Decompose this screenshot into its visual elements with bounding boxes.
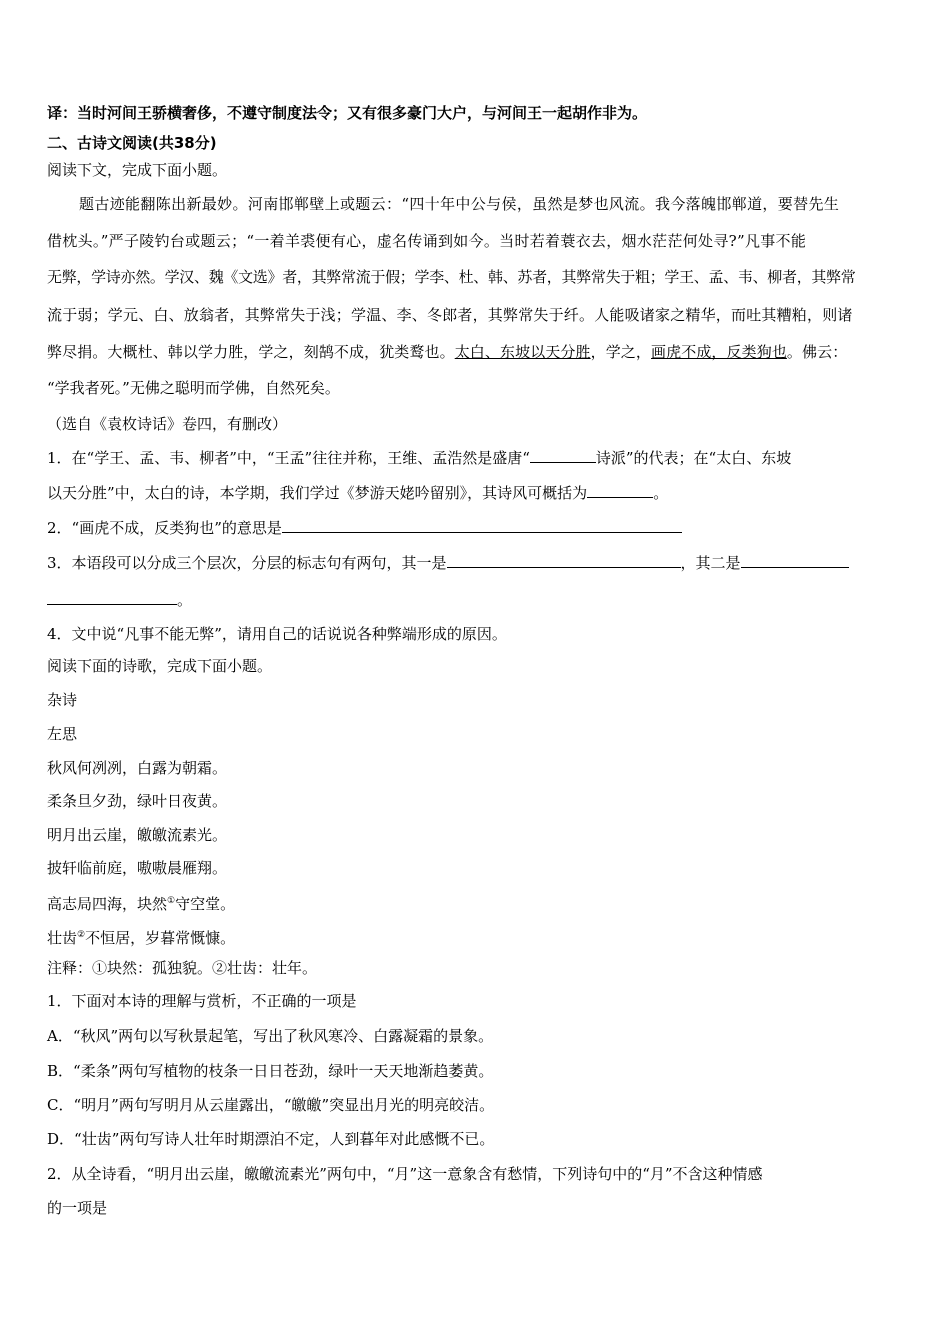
question-1: [47, 448, 791, 468]
option-a[interactable]: A．“秋风”两句以写秋景起笔，写出了秋风寒冷、白露凝霜的景象。: [47, 1027, 494, 1045]
underlined-sentence-1: 太白、东坡以天分胜: [454, 343, 591, 361]
option-c[interactable]: C．“明月”两句写明月从云崖露出，“皦皦”突显出月光的明亮皎洁。: [47, 1096, 495, 1114]
passage-text: 弊尽捐。大概杜、韩以学力胜，学之，刻鹄不成，犹类鹜也。: [47, 343, 455, 361]
passage-line: [47, 342, 847, 362]
poem-question-2: 2．从全诗看，“明月出云崖，皦皦流素光”两句中，“月”这一意象含有愁情，下列诗句中的“月”不含这种情感: [47, 1165, 763, 1183]
question-text: 。: [653, 484, 669, 502]
poem-title: 杂诗: [47, 691, 78, 709]
poem-line: 秋风何冽冽，白露为朝霜。: [47, 759, 228, 777]
poem-line: [47, 891, 235, 914]
question-text: 以天分胜”中，太白的诗，本学期，我们学过《梦游天姥吟留别》，其诗风可概括为: [47, 484, 588, 502]
poem-text: 壮齿: [47, 929, 78, 947]
translation-text: 译：当时河间王骄横奢侈，不遵守制度法令；又有很多豪门大户，与河间王一起胡作非为。: [47, 104, 648, 122]
passage-line: 流于弱；学元、白、放翁者，其弊常失于浅；学温、李、冬郎者，其弊常失于纤。人能吸诸家之精华，而吐其糟粕，则诸: [47, 306, 853, 324]
poem-text: 高志局四海，块然: [47, 895, 168, 913]
poem-note: 注释：①块然：孤独貌。②壮齿：壮年。: [47, 959, 318, 977]
question-text: 。: [177, 591, 193, 609]
question-text: ，其二是: [680, 554, 741, 572]
underlined-sentence-2: 画虎不成，反类狗也: [651, 343, 787, 361]
option-d[interactable]: D．“壮齿”两句写诗人壮年时期漂泊不定，人到暮年对此感慨不已。: [47, 1130, 495, 1148]
poem-question-2-cont: 的一项是: [47, 1199, 108, 1217]
answer-blank[interactable]: [530, 448, 596, 463]
passage-line: 无弊，学诗亦然。学汉、魏《文选》者，其弊常流于假；学李、杜、韩、苏者，其弊常失于粗；学王、孟、韦、柳者，其弊常: [47, 268, 856, 286]
answer-blank[interactable]: [447, 553, 681, 568]
passage-line: 借枕头。”严子陵钓台或题云；“一着羊裘便有心，虚名传诵到如今。当时若着蓑衣去，烟水茫茫何处寻?”凡事不能: [47, 232, 807, 250]
source-text: （选自《袁枚诗话》卷四，有删改）: [47, 415, 288, 433]
question-1-cont: [47, 483, 668, 503]
poem-line: [47, 925, 235, 948]
question-text: 1．在“学王、孟、韦、柳者”中，“王孟”往往并称，王维、孟浩然是盛唐“: [47, 449, 530, 467]
passage-text: ，学之，: [590, 343, 652, 361]
question-text: 3．本语段可以分成三个层次，分层的标志句有两句，其一是: [47, 554, 447, 572]
question-3: [47, 553, 849, 573]
question-2: [47, 518, 682, 538]
passage-line: 题古迹能翻陈出新最妙。河南邯郸壁上或题云：“四十年中公与侯，虽然是梦也风流。我今落魄邯郸道，要替先生: [79, 195, 840, 213]
question-3-cont: [47, 590, 192, 610]
passage-line: “学我者死。”无佛之聪明而学佛，自然死矣。: [47, 379, 340, 397]
poem-line: 明月出云崖，皦皦流素光。: [47, 826, 228, 844]
answer-blank[interactable]: [47, 590, 177, 605]
question-text: 2．“画虎不成，反类狗也”的意思是: [47, 519, 282, 537]
section-heading: 二、古诗文阅读(共38分): [47, 134, 217, 152]
answer-blank[interactable]: [741, 553, 849, 568]
poem-text: 守空堂。: [175, 895, 236, 913]
answer-blank[interactable]: [282, 518, 682, 533]
instruction-text: 阅读下文，完成下面小题。: [47, 161, 228, 179]
answer-blank[interactable]: [587, 483, 653, 498]
footnote-marker: ①: [167, 896, 176, 906]
poem-line: 披轩临前庭，嗷嗷晨雁翔。: [47, 859, 228, 877]
poem-line: 柔条旦夕劲，绿叶日夜黄。: [47, 792, 228, 810]
question-4: 4．文中说“凡事不能无弊”，请用自己的话说说各种弊端形成的原因。: [47, 625, 507, 643]
passage-text: 。佛云：: [786, 343, 848, 361]
option-b[interactable]: B．“柔条”两句写植物的枝条一日日苍劲，绿叶一天天地渐趋萎黄。: [47, 1062, 494, 1080]
footnote-marker: ②: [77, 930, 86, 940]
instruction-text: 阅读下面的诗歌，完成下面小题。: [47, 657, 273, 675]
question-text: 诗派”的代表；在“太白、东坡: [595, 449, 792, 467]
poem-text: 不恒居，岁暮常慨慷。: [85, 929, 236, 947]
poem-author: 左思: [47, 725, 78, 743]
poem-question-1: 1．下面对本诗的理解与赏析，不正确的一项是: [47, 992, 357, 1010]
